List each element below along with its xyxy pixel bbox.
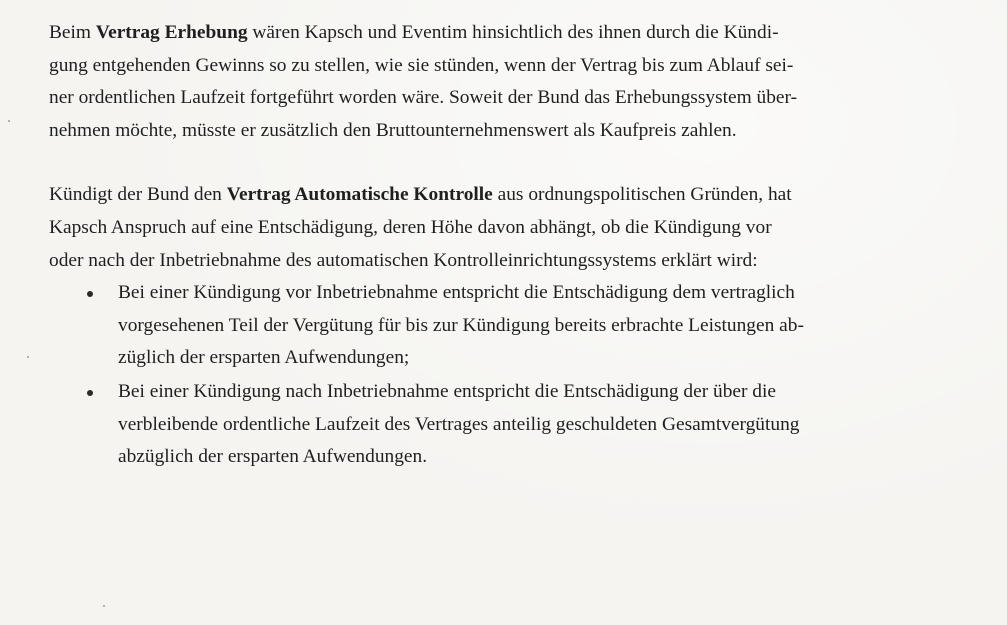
text-line: züglich der ersparten Aufwendungen;	[118, 347, 410, 369]
text-line	[49, 179, 967, 212]
text-line: gung entgehenden Gewinns so zu stellen, wie sie stünden, wenn der Vertrag bis zum Ablauf sei-	[49, 54, 794, 76]
bullet-icon	[87, 390, 93, 396]
text-run: Kündigt der Bund den	[49, 184, 227, 206]
text-line: abzüglich der ersparten Aufwendungen.	[118, 446, 428, 468]
text-run: aus ordnungspolitischen Gründen, hat	[492, 184, 792, 206]
scan-speck	[103, 605, 105, 607]
text-run: wären Kapsch und Eventim hinsichtlich des ihnen durch die Kündi-	[247, 22, 779, 43]
bold-term: Vertrag Erhebung	[95, 22, 248, 43]
text-line: oder nach der Inbetriebnahme des automatischen Kontrolleinrichtungssystems erklärt wird:	[49, 249, 758, 271]
text-line: verbleibende ordentliche Laufzeit des Vertrages anteilig geschuldeten Gesamtvergütung	[118, 413, 800, 435]
text-line: nehmen möchte, müsste er zusätzlich den Bruttounternehmenswert als Kaufpreis zahlen.	[49, 119, 737, 141]
scan-speck	[8, 120, 10, 122]
bullet-list	[49, 277, 967, 474]
paragraph-contract-collection	[49, 17, 967, 147]
text-line	[49, 17, 967, 50]
bullet-icon	[87, 291, 93, 297]
scan-speck	[27, 356, 29, 358]
text-line: Bei einer Kündigung vor Inbetriebnahme entspricht die Entschädigung dem vertraglich	[118, 282, 795, 304]
list-item	[49, 277, 967, 375]
text-line: Bei einer Kündigung nach Inbetriebnahme entspricht die Entschädigung der über die	[118, 380, 776, 402]
list-item	[49, 376, 967, 474]
text-line: Kapsch Anspruch auf eine Entschädigung, deren Höhe davon abhängt, ob die Kündigung vor	[49, 216, 772, 238]
text-line: vorgesehenen Teil der Vergütung für bis zur Kündigung bereits erbrachte Leistungen ab-	[118, 314, 804, 336]
paragraph-contract-automatic-control	[49, 179, 967, 277]
bold-term: Vertrag Automatische Kontrolle	[226, 184, 493, 206]
text-line: ner ordentlichen Laufzeit fortgeführt worden wäre. Soweit der Bund das Erhebungssystem über-	[49, 87, 798, 109]
text-run: Beim	[49, 22, 96, 43]
